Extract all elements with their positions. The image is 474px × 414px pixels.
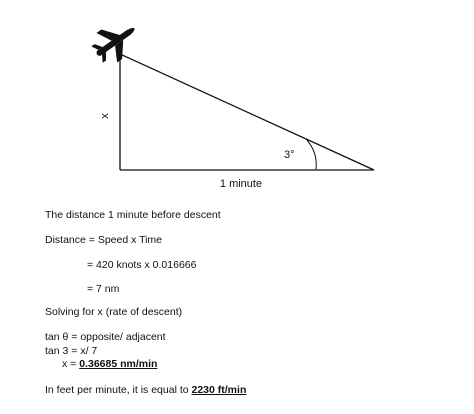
fpm-value: 2230 ft/min — [191, 384, 247, 396]
text-line-tan-3: tan 3 = x/ 7 — [45, 345, 98, 357]
triangle-diagram — [0, 0, 474, 200]
angle-label: 3° — [284, 149, 295, 161]
fpm-prefix: In feet per minute, it is equal to — [45, 384, 192, 396]
text-line-x-result — [62, 358, 157, 370]
x-result-prefix: x = — [62, 358, 80, 370]
text-line-substitution: = 420 knots x 0.016666 — [87, 259, 197, 271]
text-line-solving: Solving for x (rate of descent) — [45, 306, 183, 318]
hypotenuse — [120, 54, 374, 170]
text-line-distance-heading: The distance 1 minute before descent — [45, 209, 221, 221]
text-line-tan-def: tan θ = opposite/ adjacent — [45, 331, 166, 343]
x-result-value: 0.36685 nm/min — [79, 358, 158, 370]
base-label: 1 minute — [219, 178, 263, 190]
text-line-feet-per-minute — [45, 384, 246, 396]
text-line-formula: Distance = Speed x Time — [45, 234, 163, 246]
text-line-result: = 7 nm — [87, 283, 120, 295]
side-label-x: x — [99, 113, 111, 119]
